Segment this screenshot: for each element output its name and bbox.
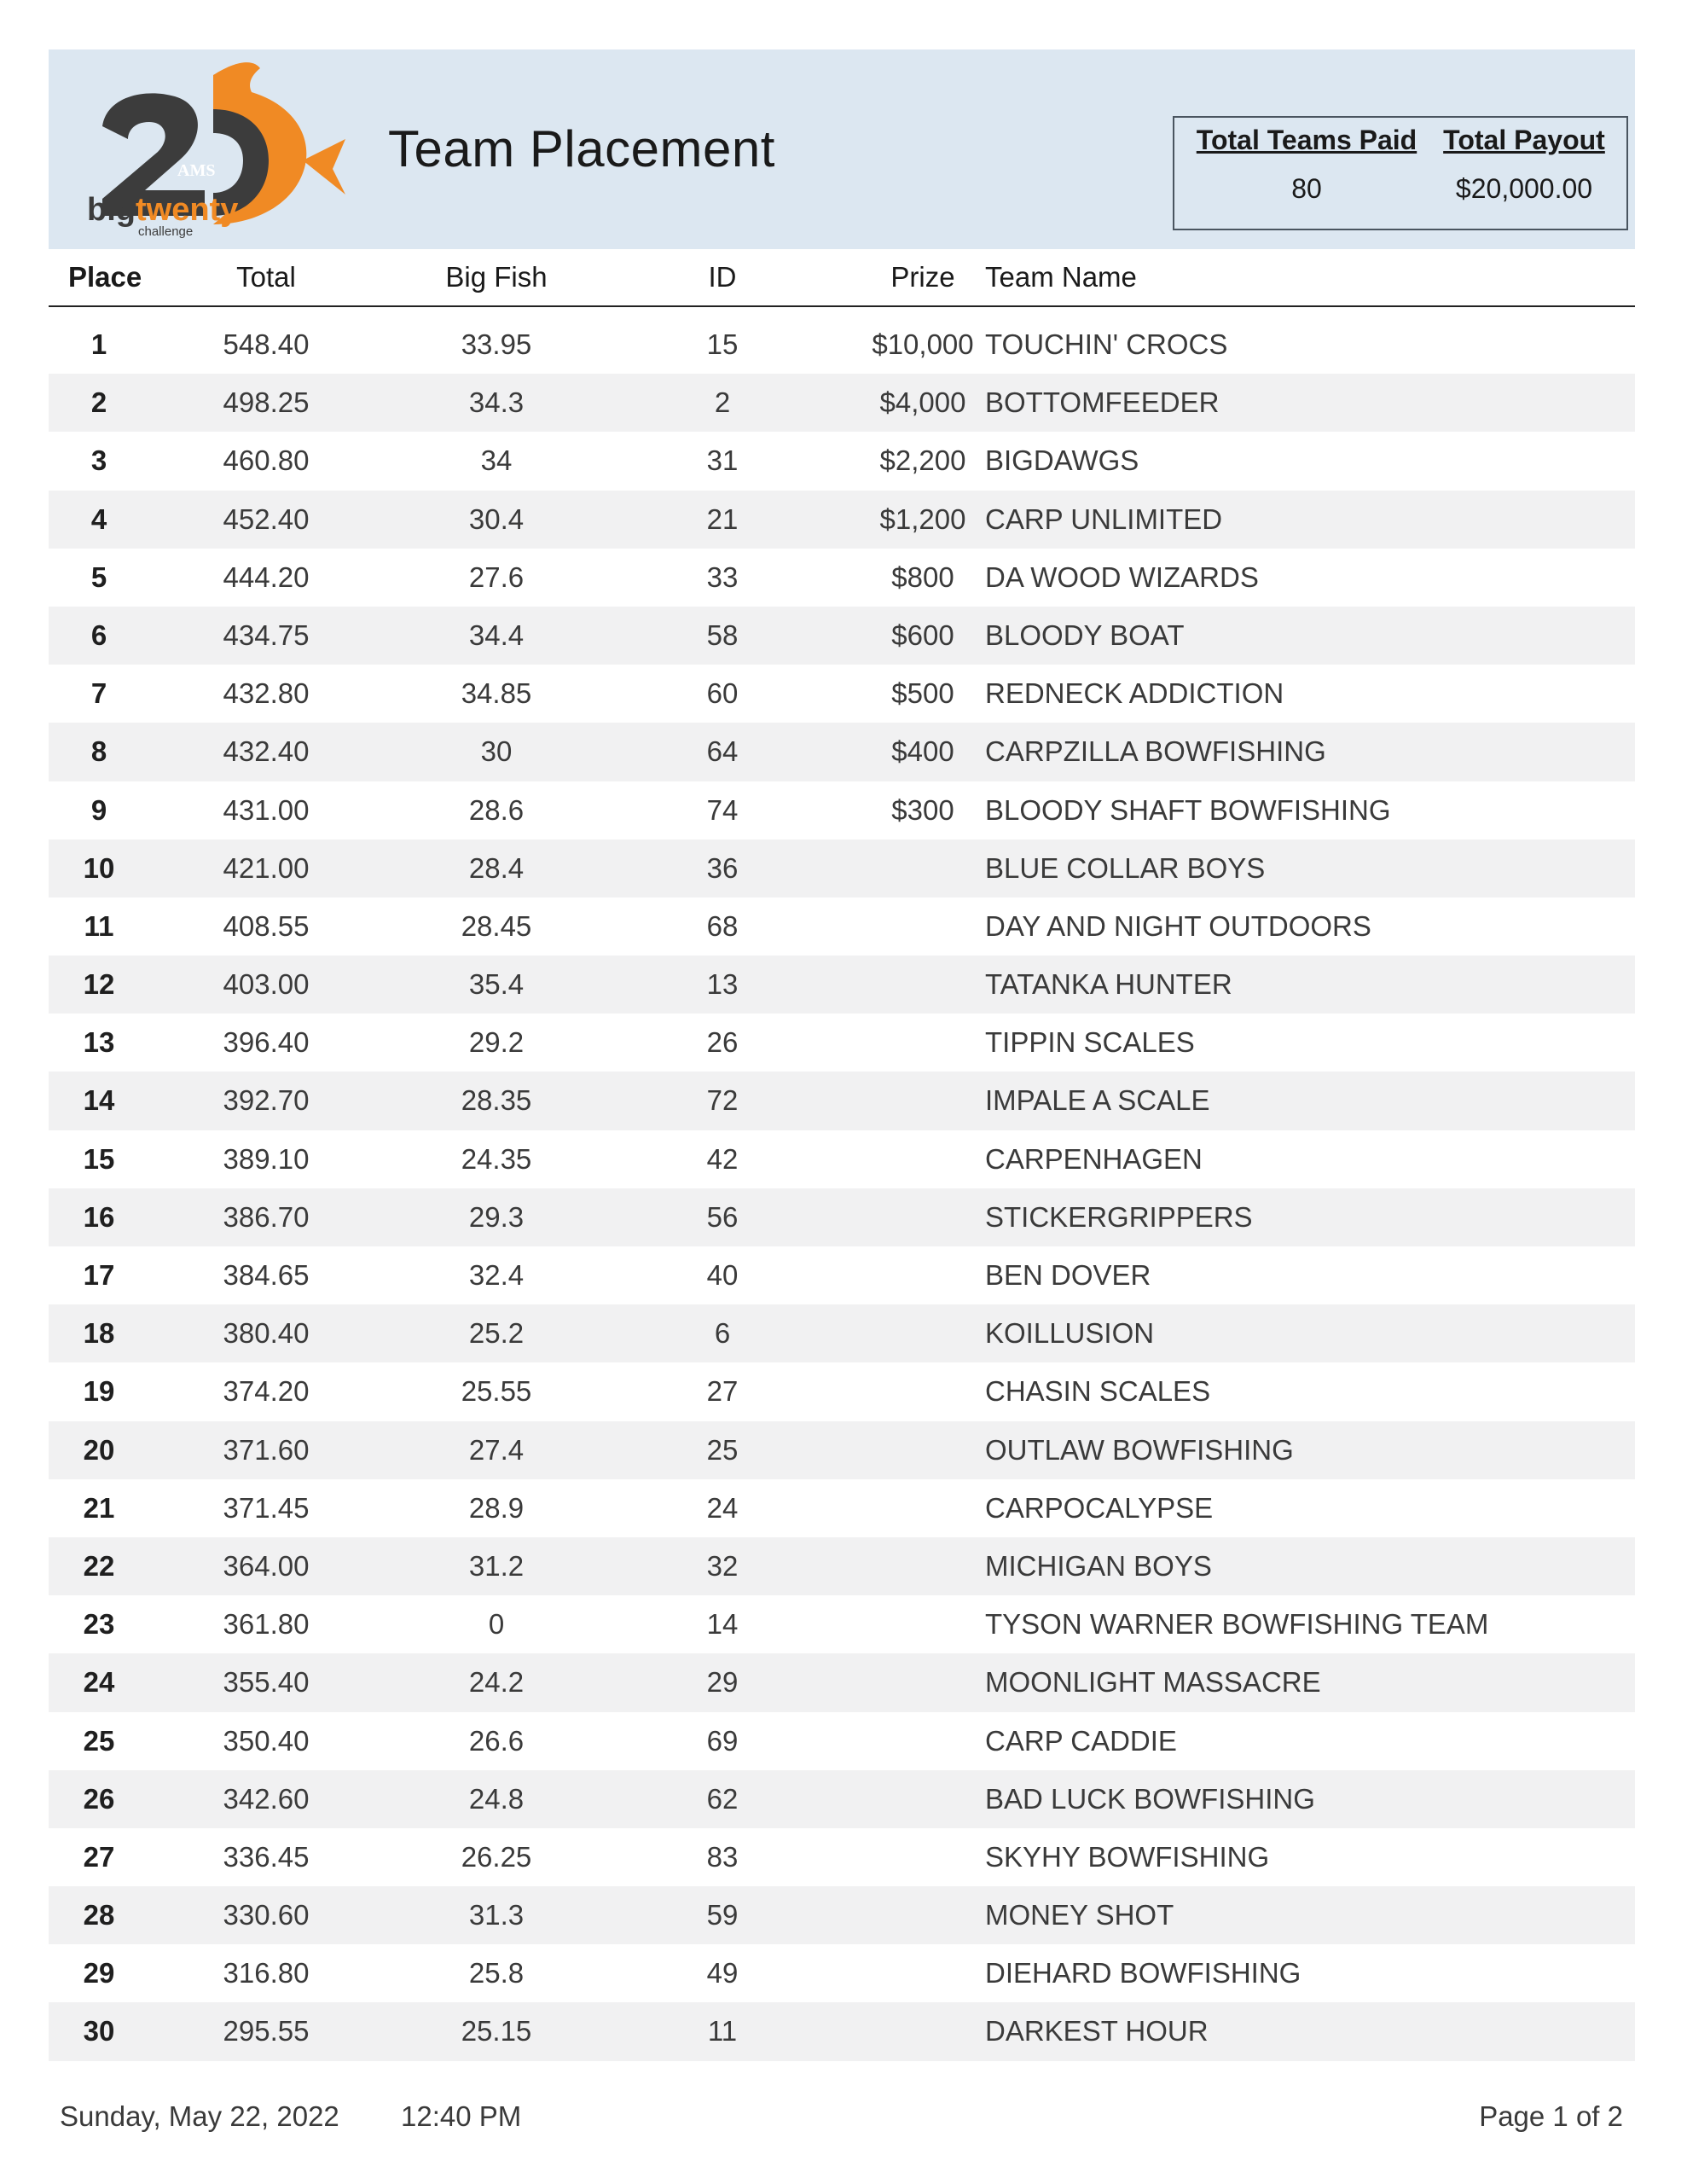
- total-cell: 452.40: [223, 502, 310, 535]
- total-cell: 389.10: [223, 1142, 310, 1175]
- big-fish-cell: 28.4: [468, 851, 525, 884]
- id-cell: 58: [706, 619, 739, 651]
- table-row: [49, 1072, 1635, 1130]
- total-cell: 330.60: [223, 1899, 310, 1931]
- id-cell: 2: [714, 386, 731, 419]
- big-fish-cell: 32.4: [468, 1259, 525, 1291]
- table-row: [49, 316, 1635, 374]
- big-fish-cell: 25.15: [461, 2015, 532, 2048]
- team-name-cell: CARPENHAGEN: [985, 1142, 1203, 1175]
- big-fish-cell: 29.2: [468, 1026, 525, 1059]
- teams-paid-label: Total Teams Paid: [1196, 125, 1417, 155]
- id-cell: 33: [706, 561, 739, 593]
- team-name-cell: TOUCHIN' CROCS: [985, 328, 1228, 360]
- team-name-cell: MONEY SHOT: [985, 1899, 1174, 1931]
- place-cell: 25: [83, 1724, 115, 1757]
- big-fish-cell: 35.4: [468, 968, 525, 1001]
- big-fish-cell: 34.4: [468, 619, 525, 651]
- team-name-cell: BLUE COLLAR BOYS: [985, 851, 1266, 884]
- table-row: [49, 1828, 1635, 1886]
- team-name-cell: IMPALE A SCALE: [985, 1084, 1210, 1117]
- total-cell: 392.70: [223, 1084, 310, 1117]
- table-row: [49, 781, 1635, 839]
- id-cell: 60: [706, 677, 739, 710]
- big-fish-cell: 34: [480, 444, 513, 477]
- prize-cell: $1,200: [879, 502, 966, 535]
- table-row: [49, 491, 1635, 549]
- table-row: [49, 1770, 1635, 1828]
- payout-column: [1426, 118, 1622, 229]
- big-fish-cell: 27.6: [468, 561, 525, 593]
- place-cell: 26: [83, 1782, 115, 1815]
- big-fish-cell: 24.35: [461, 1142, 532, 1175]
- place-cell: 21: [83, 1491, 115, 1524]
- big-fish-cell: 27.4: [468, 1433, 525, 1466]
- team-name-cell: CHASIN SCALES: [985, 1375, 1211, 1408]
- place-cell: 15: [83, 1142, 115, 1175]
- team-name-cell: REDNECK ADDICTION: [985, 677, 1284, 710]
- big-fish-cell: 25.2: [468, 1317, 525, 1350]
- place-cell: 23: [83, 1608, 115, 1641]
- prize-cell: $10,000: [872, 328, 974, 360]
- placement-table: [49, 316, 1635, 2061]
- prize-cell: $800: [891, 561, 954, 593]
- team-name-cell: OUTLAW BOWFISHING: [985, 1433, 1294, 1466]
- column-header-place: Place: [68, 261, 142, 293]
- team-name-cell: STICKERGRIPPERS: [985, 1200, 1253, 1233]
- total-cell: 460.80: [223, 444, 310, 477]
- id-cell: 29: [706, 1666, 739, 1699]
- prize-cell: $400: [891, 735, 954, 768]
- id-cell: 40: [706, 1259, 739, 1291]
- team-name-cell: CARP CADDIE: [985, 1724, 1177, 1757]
- team-name-cell: BIGDAWGS: [985, 444, 1139, 477]
- table-row: [49, 1362, 1635, 1420]
- big-fish-cell: 24.8: [468, 1782, 525, 1815]
- total-cell: 444.20: [223, 561, 310, 593]
- place-cell: 22: [83, 1549, 115, 1582]
- id-cell: 83: [706, 1840, 739, 1873]
- total-cell: 403.00: [223, 968, 310, 1001]
- id-cell: 32: [706, 1549, 739, 1582]
- total-cell: 350.40: [223, 1724, 310, 1757]
- id-cell: 36: [706, 851, 739, 884]
- table-row: [49, 1188, 1635, 1246]
- place-cell: 5: [90, 561, 107, 593]
- total-cell: 371.45: [223, 1491, 310, 1524]
- total-cell: 386.70: [223, 1200, 310, 1233]
- table-row: [49, 1421, 1635, 1479]
- logo-big-text: big: [87, 192, 136, 228]
- place-cell: 8: [90, 735, 107, 768]
- team-name-cell: CARPOCALYPSE: [985, 1491, 1214, 1524]
- table-row: [49, 665, 1635, 723]
- place-cell: 19: [83, 1375, 115, 1408]
- table-row: [49, 1944, 1635, 2002]
- summary-box: [1173, 116, 1628, 230]
- id-cell: 24: [706, 1491, 739, 1524]
- big-fish-cell: 28.35: [461, 1084, 532, 1117]
- id-cell: 15: [706, 328, 739, 360]
- table-row: [49, 1595, 1635, 1653]
- total-cell: 364.00: [223, 1549, 310, 1582]
- place-cell: 14: [83, 1084, 115, 1117]
- place-cell: 6: [90, 619, 107, 651]
- place-cell: 7: [90, 677, 107, 710]
- footer-date: Sunday, May 22, 2022: [60, 2100, 339, 2132]
- total-cell: 396.40: [223, 1026, 310, 1059]
- payout-value: $20,000.00: [1455, 173, 1593, 204]
- total-cell: 371.60: [223, 1433, 310, 1466]
- table-row: [49, 1130, 1635, 1188]
- id-cell: 42: [706, 1142, 739, 1175]
- column-header-id: ID: [708, 261, 737, 293]
- big-fish-cell: 24.2: [468, 1666, 525, 1699]
- logo-challenge-text: challenge: [138, 224, 194, 239]
- id-cell: 59: [706, 1899, 739, 1931]
- id-cell: 62: [706, 1782, 739, 1815]
- logo-orange-tail: [303, 139, 345, 195]
- total-cell: 361.80: [223, 1608, 310, 1641]
- teams-paid-column: [1183, 118, 1430, 229]
- big-fish-cell: 29.3: [468, 1200, 525, 1233]
- place-cell: 30: [83, 2015, 115, 2048]
- table-row: [49, 1479, 1635, 1537]
- big-fish-cell: 33.95: [461, 328, 532, 360]
- total-cell: 355.40: [223, 1666, 310, 1699]
- total-cell: 316.80: [223, 1957, 310, 1989]
- team-name-cell: BOTTOMFEEDER: [985, 386, 1220, 419]
- table-row: [49, 1537, 1635, 1595]
- teams-paid-value: 80: [1291, 173, 1322, 204]
- table-row: [49, 1653, 1635, 1711]
- id-cell: 25: [706, 1433, 739, 1466]
- team-name-cell: MICHIGAN BOYS: [985, 1549, 1212, 1582]
- table-row: [49, 723, 1635, 781]
- table-row: [49, 1304, 1635, 1362]
- column-header-big-fish: Big Fish: [445, 261, 548, 293]
- footer-time: 12:40 PM: [401, 2100, 522, 2132]
- column-header-team-name: Team Name: [985, 261, 1137, 293]
- place-cell: 20: [83, 1433, 115, 1466]
- team-name-cell: DARKEST HOUR: [985, 2015, 1209, 2048]
- big-fish-cell: 0: [488, 1608, 505, 1641]
- id-cell: 14: [706, 1608, 739, 1641]
- big-fish-cell: 26.25: [461, 1840, 532, 1873]
- team-name-cell: BEN DOVER: [985, 1259, 1151, 1291]
- place-cell: 10: [83, 851, 115, 884]
- id-cell: 13: [706, 968, 739, 1001]
- big-fish-cell: 31.3: [468, 1899, 525, 1931]
- total-cell: 374.20: [223, 1375, 310, 1408]
- table-header: [49, 256, 1635, 307]
- total-cell: 432.40: [223, 735, 310, 768]
- id-cell: 68: [706, 909, 739, 942]
- team-name-cell: CARPZILLA BOWFISHING: [985, 735, 1326, 768]
- team-name-cell: BAD LUCK BOWFISHING: [985, 1782, 1315, 1815]
- big-fish-cell: 28.6: [468, 793, 525, 826]
- place-cell: 29: [83, 1957, 115, 1989]
- total-cell: 384.65: [223, 1259, 310, 1291]
- id-cell: 31: [706, 444, 739, 477]
- place-cell: 13: [83, 1026, 115, 1059]
- team-name-cell: TATANKA HUNTER: [985, 968, 1232, 1001]
- prize-cell: $300: [891, 793, 954, 826]
- team-name-cell: SKYHY BOWFISHING: [985, 1840, 1270, 1873]
- table-row: [49, 1886, 1635, 1944]
- team-name-cell: DAY AND NIGHT OUTDOORS: [985, 909, 1371, 942]
- table-row: [49, 2002, 1635, 2060]
- table-row: [49, 607, 1635, 665]
- logo-ams-text: AMS: [177, 161, 216, 180]
- big-fish-cell: 28.9: [468, 1491, 525, 1524]
- total-cell: 432.80: [223, 677, 310, 710]
- column-header-total: Total: [236, 261, 296, 293]
- page-title: Team Placement: [388, 120, 775, 177]
- prize-cell: $600: [891, 619, 954, 651]
- prize-cell: $500: [891, 677, 954, 710]
- place-cell: 2: [90, 386, 107, 419]
- place-cell: 1: [90, 328, 107, 360]
- team-name-cell: BLOODY SHAFT BOWFISHING: [985, 793, 1391, 826]
- big-fish-cell: 26.6: [468, 1724, 525, 1757]
- total-cell: 431.00: [223, 793, 310, 826]
- id-cell: 21: [706, 502, 739, 535]
- logo-twenty-text: twenty: [135, 192, 239, 228]
- place-cell: 4: [90, 502, 107, 535]
- place-cell: 3: [90, 444, 107, 477]
- big-fish-cell: 28.45: [461, 909, 532, 942]
- id-cell: 74: [706, 793, 739, 826]
- place-cell: 24: [83, 1666, 115, 1699]
- big-twenty-challenge-logo-icon: [85, 58, 350, 241]
- id-cell: 49: [706, 1957, 739, 1989]
- team-name-cell: BLOODY BOAT: [985, 619, 1185, 651]
- table-row: [49, 897, 1635, 956]
- logo-wordmark: [87, 192, 238, 228]
- big-fish-cell: 30: [480, 735, 513, 768]
- place-cell: 16: [83, 1200, 115, 1233]
- table-row: [49, 1014, 1635, 1072]
- total-cell: 295.55: [223, 2015, 310, 2048]
- id-cell: 11: [707, 2015, 738, 2048]
- footer-page-number: Page 1 of 2: [1479, 2100, 1623, 2132]
- place-cell: 28: [83, 1899, 115, 1931]
- table-row: [49, 956, 1635, 1014]
- id-cell: 6: [714, 1317, 731, 1350]
- table-row: [49, 432, 1635, 490]
- big-fish-cell: 34.85: [461, 677, 532, 710]
- team-name-cell: DIEHARD BOWFISHING: [985, 1957, 1301, 1989]
- total-cell: 336.45: [223, 1840, 310, 1873]
- place-cell: 17: [83, 1259, 115, 1291]
- place-cell: 12: [83, 968, 115, 1001]
- total-cell: 548.40: [223, 328, 310, 360]
- place-cell: 11: [84, 909, 114, 942]
- column-header-prize: Prize: [890, 261, 955, 293]
- table-row: [49, 549, 1635, 607]
- total-cell: 434.75: [223, 619, 310, 651]
- table-row: [49, 1246, 1635, 1304]
- team-name-cell: DA WOOD WIZARDS: [985, 561, 1259, 593]
- id-cell: 26: [706, 1026, 739, 1059]
- team-name-cell: KOILLUSION: [985, 1317, 1155, 1350]
- prize-cell: $2,200: [879, 444, 966, 477]
- team-name-cell: TYSON WARNER BOWFISHING TEAM: [985, 1608, 1489, 1641]
- big-fish-cell: 25.55: [461, 1375, 532, 1408]
- total-cell: 380.40: [223, 1317, 310, 1350]
- prize-cell: $4,000: [879, 386, 966, 419]
- team-name-cell: MOONLIGHT MASSACRE: [985, 1666, 1321, 1699]
- team-name-cell: TIPPIN SCALES: [985, 1026, 1195, 1059]
- total-cell: 498.25: [223, 386, 310, 419]
- big-fish-cell: 31.2: [468, 1549, 525, 1582]
- place-cell: 27: [83, 1840, 115, 1873]
- big-fish-cell: 25.8: [468, 1957, 525, 1989]
- place-cell: 18: [83, 1317, 115, 1350]
- id-cell: 56: [706, 1200, 739, 1233]
- team-name-cell: CARP UNLIMITED: [985, 502, 1223, 535]
- table-row: [49, 374, 1635, 432]
- id-cell: 27: [706, 1375, 739, 1408]
- place-cell: 9: [90, 793, 107, 826]
- id-cell: 69: [706, 1724, 739, 1757]
- big-fish-cell: 30.4: [468, 502, 525, 535]
- id-cell: 64: [706, 735, 739, 768]
- total-cell: 342.60: [223, 1782, 310, 1815]
- total-cell: 421.00: [223, 851, 310, 884]
- big-fish-cell: 34.3: [468, 386, 525, 419]
- table-row: [49, 1712, 1635, 1770]
- id-cell: 72: [706, 1084, 739, 1117]
- table-row: [49, 839, 1635, 897]
- payout-label: Total Payout: [1443, 125, 1605, 155]
- total-cell: 408.55: [223, 909, 310, 942]
